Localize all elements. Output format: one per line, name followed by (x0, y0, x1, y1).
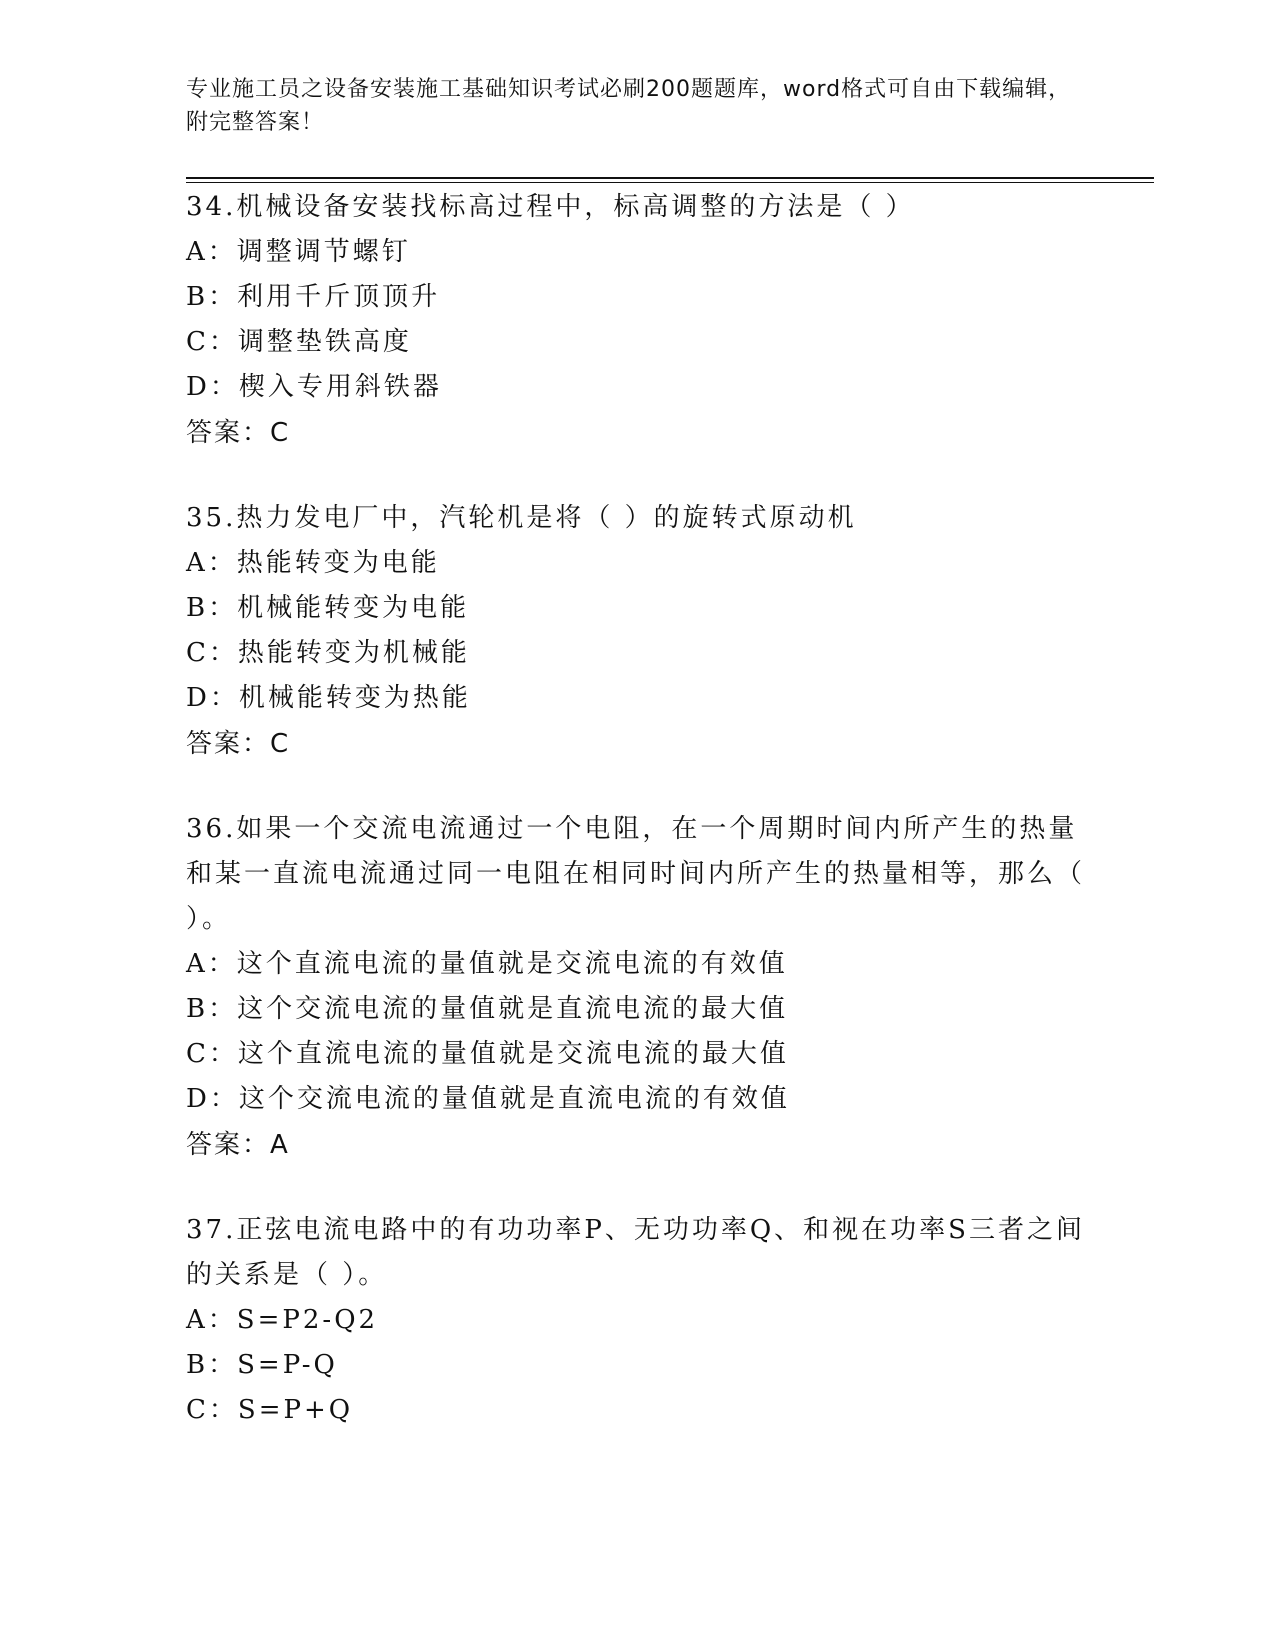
option-d: D：这个交流电流的量值就是直流电流的有效值 (186, 1084, 790, 1114)
option-c: C：热能转变为机械能 (186, 638, 470, 668)
question-37 (186, 1208, 1086, 1433)
question-stem: 37.正弦电流电路中的有功功率P、无功功率Q、和视在功率S三者之间的关系是（ ）。 (186, 1215, 1085, 1290)
header-title: 专业施工员之设备安装施工基础知识考试必刷200题题库，word格式可自由下载编辑，附完整答案！ (186, 77, 1072, 135)
option-c: C：这个直流电流的量值就是交流电流的最大值 (186, 1039, 789, 1069)
answer-line: 答案：C (186, 418, 291, 448)
option-a: A：调整调节螺钉 (186, 237, 411, 267)
question-35 (186, 496, 1086, 767)
document-header (186, 73, 1086, 139)
question-list (186, 185, 1086, 1473)
question-stem: 34.机械设备安装找标高过程中，标高调整的方法是（ ） (186, 192, 915, 222)
header-divider-thin (186, 182, 1154, 183)
question-36 (186, 807, 1086, 1168)
option-b: B：S=P-Q (186, 1350, 338, 1380)
option-a: A：这个直流电流的量值就是交流电流的有效值 (186, 949, 788, 979)
header-divider-thick (186, 177, 1154, 179)
option-b: B：这个交流电流的量值就是直流电流的最大值 (186, 994, 789, 1024)
option-b: B：利用千斤顶顶升 (186, 282, 441, 312)
option-a: A：S=P2-Q2 (186, 1305, 379, 1335)
option-d: D：楔入专用斜铁器 (186, 372, 442, 402)
option-a: A：热能转变为电能 (186, 548, 440, 578)
answer-line: 答案：A (186, 1130, 290, 1160)
option-d: D：机械能转变为热能 (186, 683, 471, 713)
option-b: B：机械能转变为电能 (186, 593, 470, 623)
question-stem: 35.热力发电厂中，汽轮机是将（ ）的旋转式原动机 (186, 503, 857, 533)
question-34 (186, 185, 1086, 456)
option-c: C：调整垫铁高度 (186, 327, 412, 357)
answer-line: 答案：C (186, 729, 291, 759)
option-c: C：S=P+Q (186, 1395, 354, 1425)
question-stem: 36.如果一个交流电流通过一个电阻，在一个周期时间内所产生的热量和某一直流电流通过同一电阻在相同时间内所产生的热量相等，那么（ ）。 (186, 814, 1086, 934)
